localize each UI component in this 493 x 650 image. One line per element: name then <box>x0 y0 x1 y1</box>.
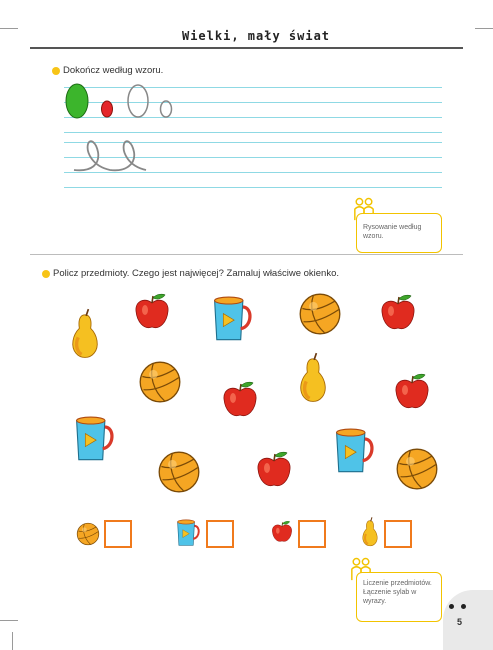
bullet-icon <box>52 67 60 75</box>
answer-box-ball[interactable] <box>104 520 132 548</box>
mug-icon <box>175 518 201 548</box>
answer-box-apple[interactable] <box>298 520 326 548</box>
ball-icon <box>298 292 342 336</box>
writing-line <box>64 132 442 133</box>
writing-line <box>64 187 442 188</box>
dot-icon <box>449 604 454 609</box>
page-title: Wielki, mały świat <box>175 29 337 43</box>
mug-icon <box>210 294 254 344</box>
tip-text: Liczenie przedmiotów. Łączenie sylab w wyrazy. <box>363 580 432 605</box>
bullet-icon <box>42 270 50 278</box>
apple-icon <box>392 372 432 412</box>
exercise1-instruction: Dokończ według wzoru. <box>63 65 164 76</box>
crop-mark <box>12 632 13 650</box>
pear-icon <box>68 308 102 360</box>
ball-icon <box>157 450 201 494</box>
answer-box-mug[interactable] <box>206 520 234 548</box>
tip-box <box>356 572 442 622</box>
dot-icon <box>461 604 466 609</box>
mug-icon <box>332 426 376 476</box>
pear-icon <box>296 352 330 404</box>
loop-pattern <box>66 134 166 179</box>
section-divider <box>30 254 463 255</box>
apple-icon <box>378 293 418 333</box>
page-number: 5 <box>457 617 463 627</box>
crop-mark <box>0 28 18 29</box>
exercise2-instruction: Policz przedmioty. Czego jest najwięcej? Zamaluj właściwe okienko. <box>53 268 339 279</box>
pear-icon <box>360 516 380 548</box>
mug-icon <box>72 414 116 464</box>
answer-box-pear[interactable] <box>384 520 412 548</box>
tip-text: Rysowanie według wzoru. <box>363 224 422 240</box>
ball-icon <box>395 447 439 491</box>
ball-icon <box>138 360 182 404</box>
ball-icon <box>76 522 100 546</box>
apple-icon <box>220 380 260 420</box>
header-rule <box>30 47 463 49</box>
tip-box <box>356 213 442 253</box>
apple-icon <box>270 520 294 544</box>
crop-mark <box>475 28 493 29</box>
crop-mark <box>0 620 18 621</box>
oval-pattern <box>62 82 182 122</box>
page-tab <box>443 590 493 650</box>
apple-icon <box>132 292 172 332</box>
apple-icon <box>254 450 294 490</box>
